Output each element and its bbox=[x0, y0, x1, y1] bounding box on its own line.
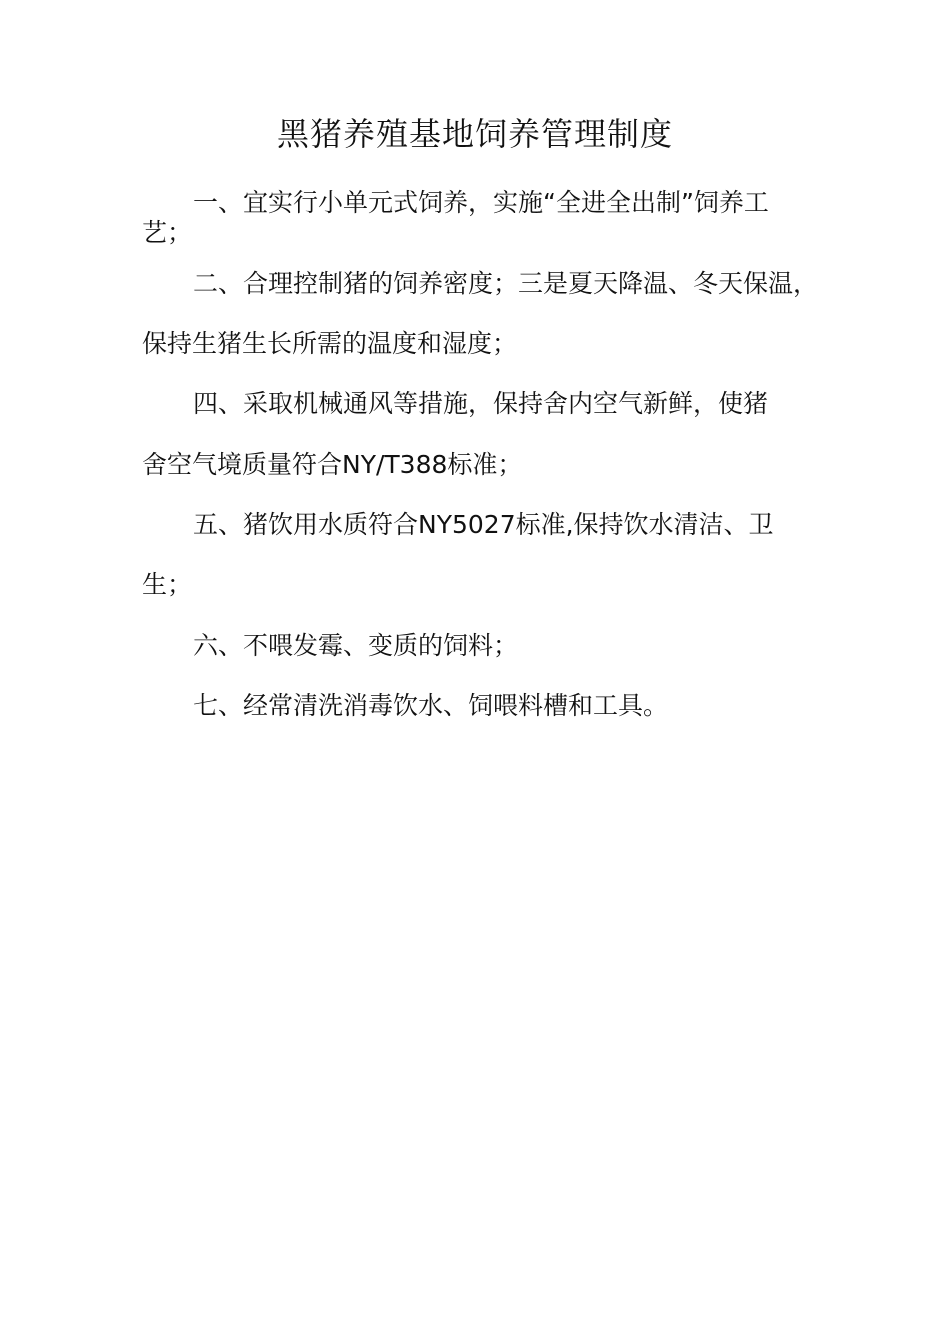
rule-6-line: 六、不喂发霉、变质的饲料； bbox=[193, 631, 519, 660]
rule-2-line-1: 二、合理控制猪的饲养密度；三是夏天降温、冬天保温， bbox=[193, 269, 819, 298]
document-title: 黑猪养殖基地饲养管理制度 bbox=[276, 115, 673, 153]
rule-2-line-2: 保持生猪生长所需的温度和湿度； bbox=[142, 329, 518, 358]
rule-4-line-1: 四、采取机械通风等措施，保持舍内空气新鲜，使猪 bbox=[193, 389, 769, 418]
rule-5-line-1: 五、猪饮用水质符合NY5027标准,保持饮水清洁、卫 bbox=[193, 510, 774, 539]
rule-7-line: 七、经常清洗消毒饮水、饲喂料槽和工具。 bbox=[193, 691, 669, 720]
rule-1-line-1: 一、宜实行小单元式饲养，实施“全进全出制”饲养工 bbox=[193, 188, 769, 217]
rule-1-line-2: 艺； bbox=[142, 218, 193, 247]
rule-4-line-2: 舍空气境质量符合NY/T388标准； bbox=[142, 450, 523, 479]
rule-5-line-2: 生； bbox=[142, 570, 193, 599]
